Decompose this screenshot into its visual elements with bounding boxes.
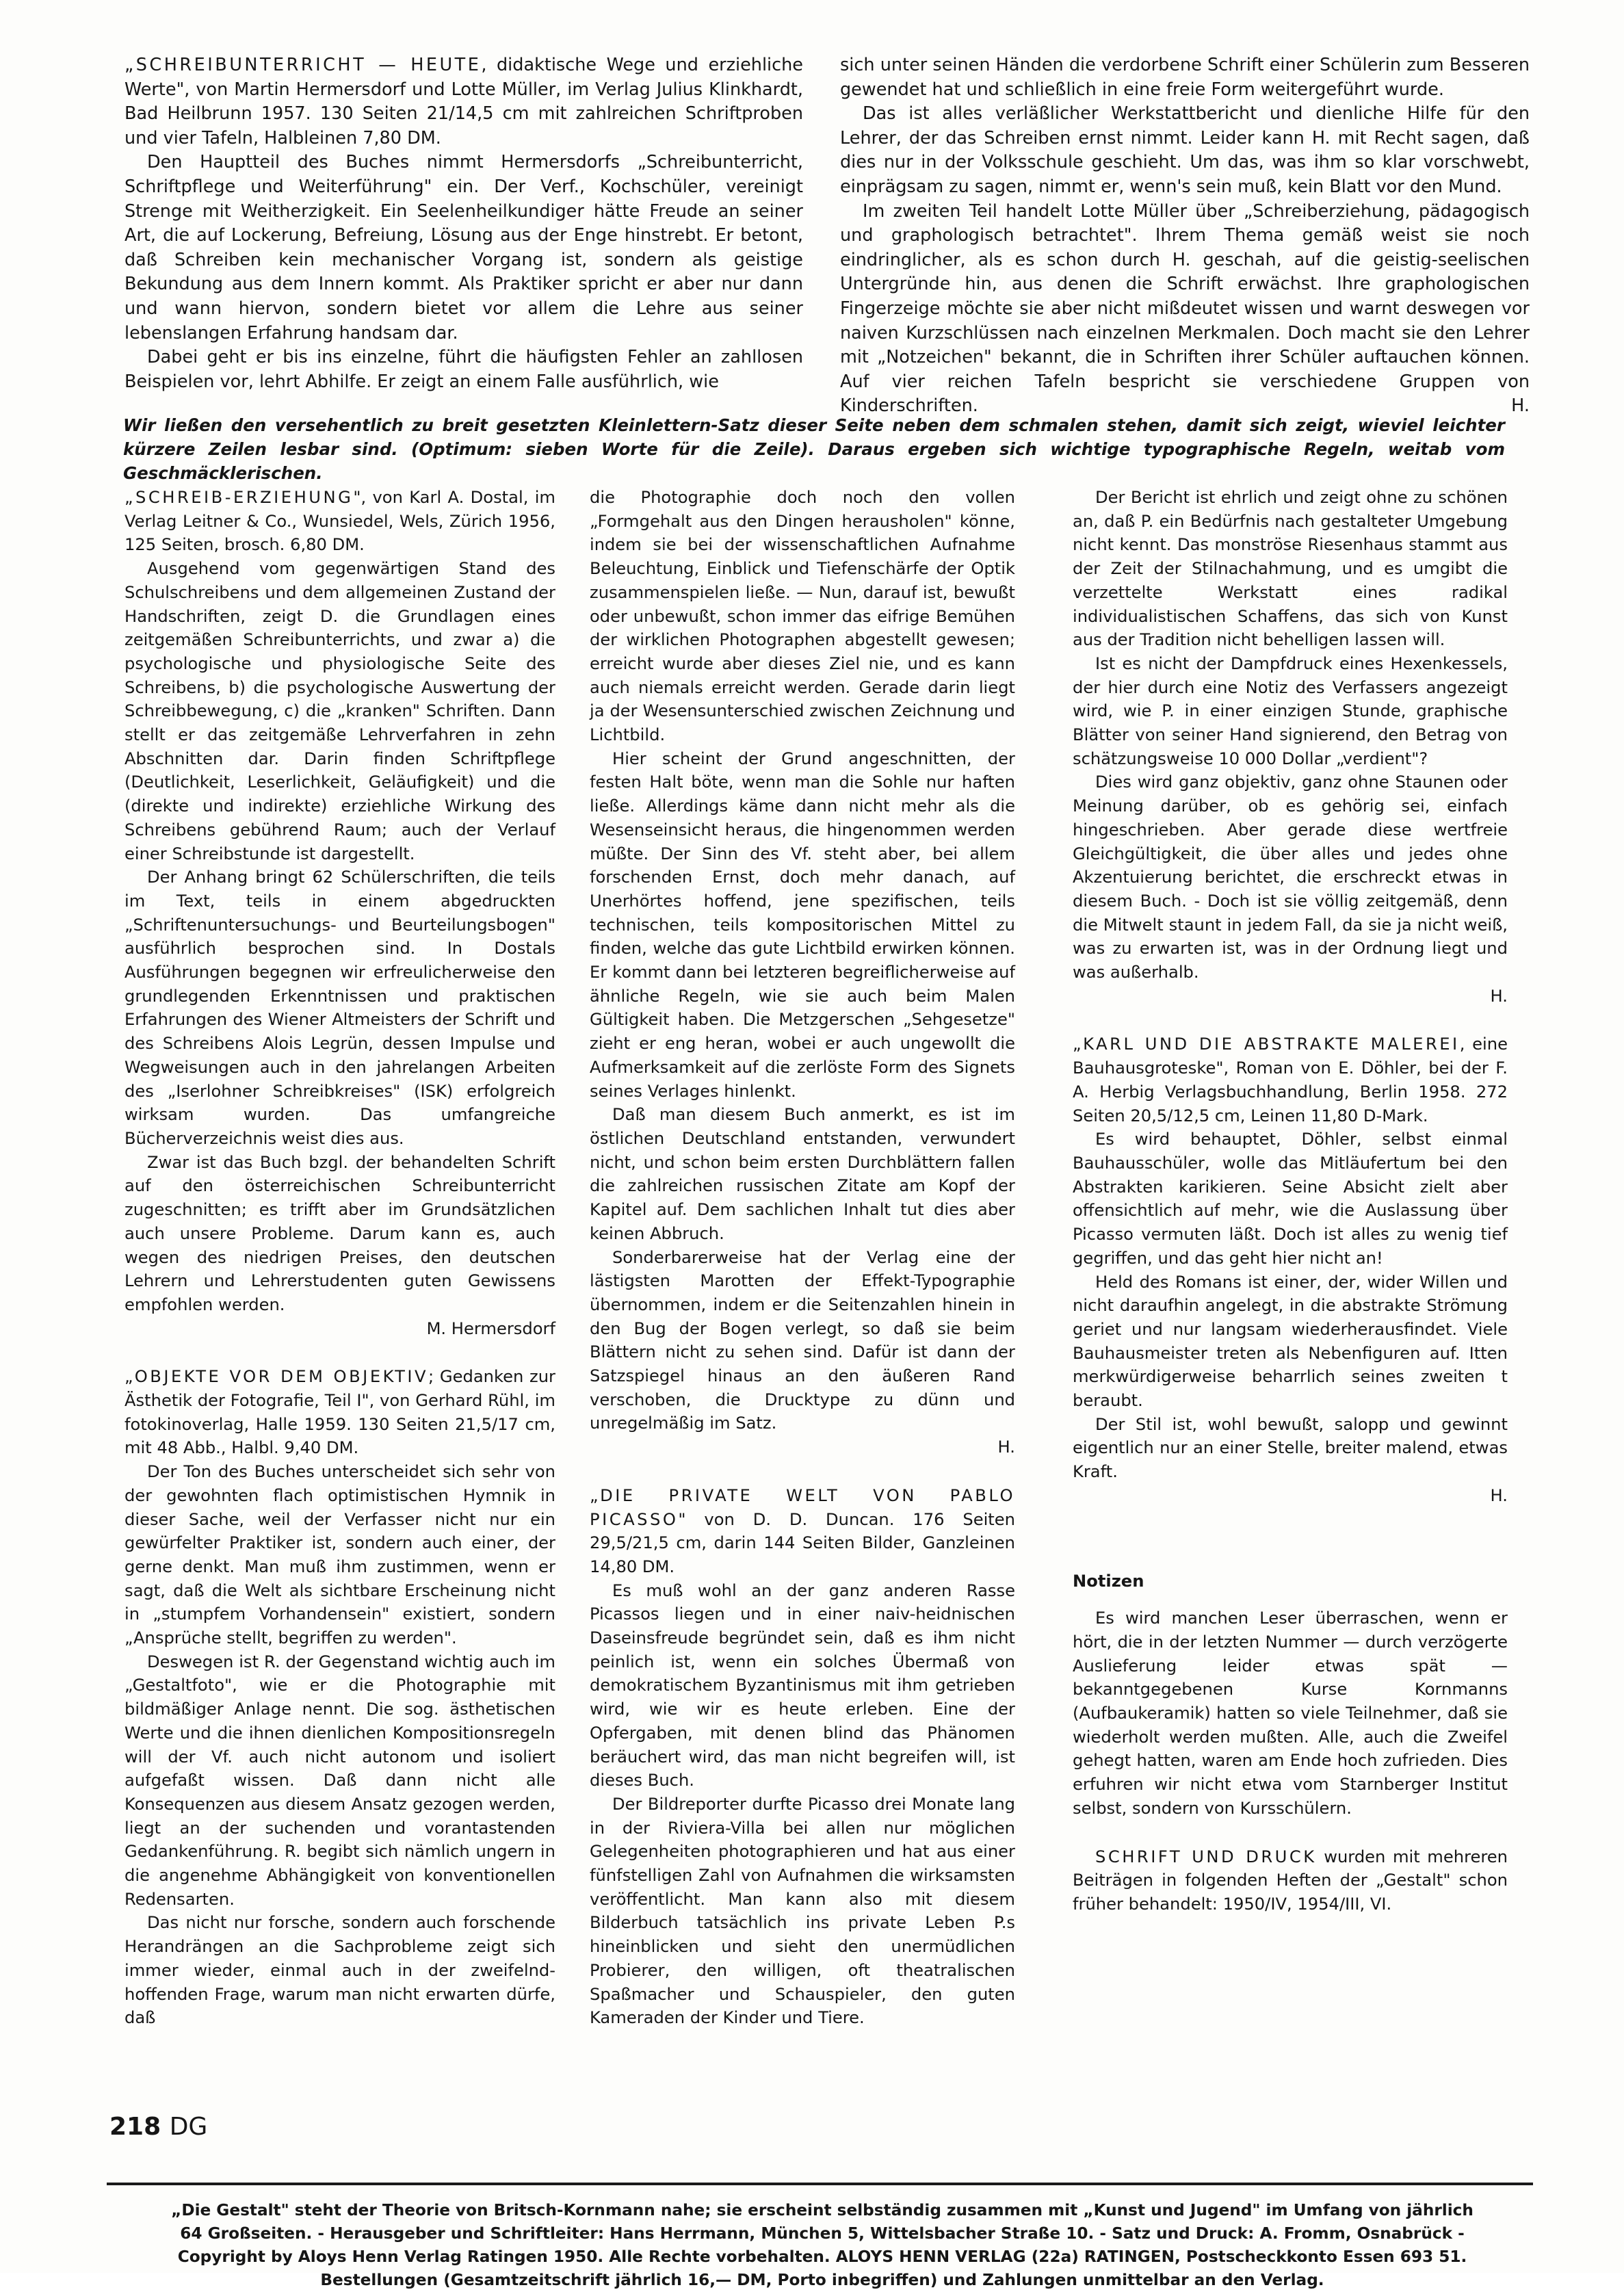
spacer	[125, 1340, 555, 1365]
spacer	[1073, 1008, 1508, 1032]
paragraph: Das nicht nur forsche, sondern auch forschende Herandrängen an die Sachprobleme zeigt sich immer wieder, einmal auch in der zweifelnd-hoffenden Frage, warum man nicht erwarten dürfe, daß	[125, 1913, 555, 2028]
journal-abbreviation: DG	[169, 2113, 208, 2141]
paragraph: Daß man diesem Buch anmerkt, es ist im östlichen Deutschland entstanden, verwundert nicht, und schon beim ersten Durchblättern fallen die zahlreichen russischen Zitate am Kopf der Kapitel auf. Dem sachlichen Inhalt tut dies aber keinen Abbruch.	[590, 1105, 1015, 1243]
spacer	[590, 1459, 1015, 1484]
paragraph	[840, 200, 1530, 419]
notice-text: wurden mit mehreren Beiträgen in folgenden Heften der „Gestalt" schon früher behandelt: 1950/IV, 1954/III, VI.	[1073, 1847, 1508, 1914]
signature: M. Hermersdorf	[426, 1318, 555, 1338]
review-schreib-erziehung-header	[125, 486, 555, 557]
paragraph: Es muß wohl an der ganz anderen Rasse Picassos liegen und in einer naiv-heidnischen Daseinsfreude begründet sein, daß es ihm nicht peinlich ist, wenn ein solches Übermaß von demokratischem Byzantinismus mit ihm getrieben wird, wie wir es heute erleben. Eine der Opfergaben, mit denen blind das Phänomen beräuchert wird, das man nicht begreifen will, ist dieses Buch.	[590, 1580, 1015, 1790]
review-title: „SCHREIBUNTERRICHT — HEUTE	[125, 55, 482, 75]
footer-rule	[107, 2183, 1533, 2185]
review-bibliographic: ; Gedanken zur Ästhetik der Fotografie, Teil I", von Gerhard Rühl, im fotokinoverlag, Halle 1959. 130 Seiten 21,5/17 cm, mit 48 Abb., Halbl. 9,40 DM.	[125, 1367, 555, 1458]
paragraph: Ausgehend vom gegenwärtigen Stand des Schulschreibens und dem allgemeinen Zustand der Handschriften, zeigt D. die Grundlagen eines zeitgemäßen Schreibunterrichts, und zwar a) die psychologische und physiologische Seite des Schreibens, b) die psychologische Auswertung der Schreibbewegung, c) die „kranken" Schriften. Dann stellt er das zeitgemäße Lehrverfahren in zehn Abschnitten dar. Darin finden Schriftpflege (Deutlichkeit, Leserlichkeit, Geläufigkeit) und die (direkte und indirekte) erziehliche Wirkung des Schreibens gebührend Raum; auch der Verlauf einer Schreibstunde ist dargestellt.	[125, 559, 555, 863]
column-1	[125, 486, 555, 2030]
paragraph: Den Hauptteil des Buches nimmt Hermersdorfs „Schreibunterricht, Schriftpflege und Weiterführung" ein. Der Verf., Kochschüler, vereinigt Strenge mit Weitherzigkeit. Ein Seelenheilkundiger hätte Freude an seiner Art, die auf Lockerung, Befreiung, Lösung aus der Enge hinstrebt. Er betont, daß Schreiben kein mechanischer Vorgang ist, sondern als geistige Bekundung aus dem Innern kommt. Als Praktiker spricht er aber nur dann und wann hiervon, sondern bietet vor allem die Lehre aus seiner lebenslangen Erfahrung handsam dar.	[125, 152, 803, 343]
review-title: „DIE PRIVATE WELT VON PABLO PICASSO	[590, 1485, 1015, 1529]
imprint-line: „Die Gestalt" steht der Theorie von Britsch-Kornmann nahe; sie erscheint selbständig zusammen mit „Kunst und Jugend" im Umfang von jährlich	[171, 2201, 1474, 2219]
review-bibliographic: " von D. D. Duncan. 176 Seiten 29,5/21,5 cm, darin 144 Seiten Bilder, Ganzleinen 14,80 DM.	[590, 1509, 1015, 1576]
page-number-value: 218	[109, 2113, 161, 2141]
paragraph: Ist es nicht der Dampfdruck eines Hexenkessels, der hier durch eine Notiz des Verfassers angezeigt wird, wie P. in einer einzigen Stunde, graphische Blätter von seiner Hand signierend, den Betrag von schätzungsweise 10 000 Dollar „verdient"?	[1073, 653, 1508, 768]
paragraph: die Photographie doch noch den vollen „Formgehalt aus den Dingen herausholen" könne, indem sie bei der wissenschaftlichen Aufnahme Beleuchtung, Einblick und Tiefenschärfe der Optik zusammenspielen ließe. — Nun, darauf ist, bewußt oder unbewußt, schon immer das eifrige Bemühen der wirklichen Photographen abgestellt gewesen; erreicht wurde aber dieses Ziel nie, und es kann auch niemals erreicht werden. Gerade darin liegt ja der Wesensunterschied zwischen Zeichnung und Lichtbild.	[590, 488, 1015, 745]
paragraph: Zwar ist das Buch bzgl. der behandelten Schrift auf den österreichischen Schreibunterricht zugeschnitten; es trifft aber im Grundsätzlichen auch unsere Probleme. Darum kann es, auch wegen des niedrigen Preises, den deutschen Lehrern und Lehrerstudenten guten Gewissens empfohlen werden.	[125, 1152, 555, 1314]
review-bibliographic: ", von Karl A. Dostal, im Verlag Leitner & Co., Wunsiedel, Wels, Zürich 1956, 125 Seiten, brosch. 6,80 DM.	[125, 488, 555, 555]
review-title: „KARL UND DIE ABSTRAKTE MALEREI	[1073, 1034, 1460, 1054]
paragraph: Sonderbarerweise hat der Verlag eine der lästigsten Marotten der Effekt-Typographie übernommen, indem er die Seitenzahlen hinein in den Bug der Bogen verlegt, so daß sie beim Blättern nicht zu sehen sind. Dafür ist dann der Satzspiegel hinaus an den äußeren Rand verschoben, die Drucktype zu dünn und unregelmäßig im Satz.	[590, 1247, 1015, 1433]
paragraph: sich unter seinen Händen die verdorbene Schrift einer Schülerin zum Besseren gewendet hat und schließlich in eine freie Form weitergeführt wurde.	[840, 55, 1530, 100]
column-3	[1073, 486, 1508, 1916]
imprint-footer	[145, 2199, 1499, 2292]
top-left-column	[125, 53, 803, 394]
paragraph: Der Anhang bringt 62 Schülerschriften, die teils im Text, teils in einem abgedruckten „Schriftenuntersuchungs- und Beurteilungsbogen" ausführlich besprochen sind. In Dostals Ausführungen begegnen wir erfreulicherweise den grundlegenden Erkenntnissen und praktischen Erfahrungen des Wiener Altmeisters der Schrift und des Schreibens Alois Legrün, dessen Impulse und Wegweisungen auch in den jahrelangen Arbeiten des „Iserlohner Schreibkreises" (ISK) erfolgreich wirksam wurden. Das umfangreiche Bücherverzeichnis weist dies aus.	[125, 868, 555, 1148]
spacer	[1073, 1508, 1508, 1570]
signature: H.	[997, 1437, 1015, 1457]
signature: H.	[1490, 986, 1508, 1006]
paragraph-text: Im zweiten Teil handelt Lotte Müller über „Schreiberziehung, pädagogisch und graphologisch betrachtet". Ihrem Thema gemäß weist sie noch eindringlicher, als es schon durch H. geschah, auf die geistig-seelischen Untergründe hin, aus denen die Schrift erwächst. Ihre graphologischen Fingerzeige möchte sie aber nicht mißdeutet wissen und warnt deswegen vor naiven Kurzschlüssen nach einzelnen Merkmalen. Doch macht sie den Lehrer mit „Notzeichen" bekannt, die in Schriften ihrer Schüler auftauchen können. Auf vier reichen Tafeln bespricht sie verschiedene Gruppen von Kinderschriften.	[840, 200, 1530, 417]
review-picasso-header	[590, 1484, 1015, 1579]
top-right-column	[840, 53, 1530, 419]
review-bibliographic: , didaktische Wege und erziehliche Werte", von Martin Hermersdorf und Lotte Müller, im Verlag Julius Klinkhardt, Bad Heilbrunn 1957. 130 Seiten 21/14,5 cm mit zahlreichen Schriftproben und vier Tafeln, Halbleinen 7,80 DM.	[125, 55, 803, 148]
signature: H.	[1511, 395, 1530, 417]
notizen-heading: Notizen	[1073, 1571, 1144, 1591]
review-title: „SCHREIB-ERZIEHUNG	[125, 488, 354, 507]
review-objekte-header	[125, 1365, 555, 1460]
spacer	[1073, 1821, 1508, 1845]
signature: H.	[1490, 1485, 1508, 1505]
paragraph: Dies wird ganz objektiv, ganz ohne Staunen oder Meinung darüber, ob es gehörig sei, einfach hingeschrieben. Aber gerade diese wertfreie Gleichgültigkeit, die über alles und jedes ohne Akzentuierung berichtet, die erschreckt etwas in diesem Buch. - Doch ist sie völlig zeitgemäß, denn die Mitwelt staunt in jedem Fall, da sie ja nicht weiß, was zu erwarten ist, was in der Ordnung liegt und was außerhalb.	[1073, 772, 1508, 982]
imprint-line: Copyright by Aloys Henn Verlag Ratingen 1950. Alle Rechte vorbehalten. ALOYS HENN VERLAG (22a) RATINGEN, Postscheckkonto Essen 693 51.	[177, 2248, 1467, 2266]
review-karl-header	[1073, 1032, 1508, 1128]
review-schreibunterricht-header	[125, 53, 803, 151]
paragraph: Held des Romans ist einer, der, wider Willen und nicht daraufhin angelegt, in die abstrakte Strömung geriet und nur langsam wiederherausfindet. Viele Bauhausmeister treten als Nebenfiguren auf. Itten merkwürdigerweise beharrlich seines zweiten t beraubt.	[1073, 1272, 1508, 1411]
review-title: „OBJEKTE VOR DEM OBJEKTIV	[125, 1367, 429, 1387]
paragraph: Es wird behauptet, Döhler, selbst einmal Bauhausschüler, wolle das Mitläufertum bei den Abstrakten karikieren. Seine Absicht zielt aber offensichtlich auf mehr, wie die Auslassung über Picasso vermuten läßt. Doch ist alles zu wenig tief gegriffen, und das geht hier nicht an!	[1073, 1130, 1508, 1268]
paragraph: Dabei geht er bis ins einzelne, führt die häufigsten Fehler an zahllosen Beispielen vor, lehrt Abhilfe. Er zeigt an einem Falle ausführlich, wie	[125, 347, 803, 392]
imprint-line: 64 Großseiten. - Herausgeber und Schriftleiter: Hans Herrmann, München 5, Wittelsbacher Straße 10. - Satz und Druck: A. Fromm, Osnabrück -	[180, 2224, 1465, 2243]
paragraph: Der Ton des Buches unterscheidet sich sehr von der gewohnten flach optimistischen Hymnik in dieser Sache, weil der Verfasser nicht nur ein gewürfelter Praktiker ist, sondern auch einer, der gerne denkt. Man muß ihm zustimmen, wenn er sagt, daß die Welt als sichtbare Erscheinung nicht in „stumpfem Vorhandensein" existiert, sondern „Ansprüche stellt, begriffen zu werden".	[125, 1462, 555, 1648]
paragraph: Deswegen ist R. der Gegenstand wichtig auch im „Gestaltfoto", wie er die Photographie mit bildmäßiger Anlage nennt. Die sog. ästhetischen Werte und die ihnen dienlichen Kompositionsregeln will der Vf. auch nicht autonom und isoliert aufgefaßt wissen. Daß dann nicht alle Konsequenzen aus diesem Ansatz gezogen werden, liegt an der suchenden und vorantastenden Gedankenführung. R. begibt sich nämlich ungern in die angenehme Abhängigkeit von konventionellen Redensarten.	[125, 1652, 555, 1909]
paragraph: Es wird manchen Leser überraschen, wenn er hört, die in der letzten Nummer — durch verzögerte Auslieferung leider etwas spät — bekanntgegebenen Kurse Kornmanns (Aufbaukeramik) hatten so viele Teilnehmer, daß sie wiederholt werden mußten. Alle, auch die Zweifel gehegt hatten, waren am Ende hoch zufrieden. Dies erfuhren wir nicht etwa vom Starnberger Institut selbst, sondern von Kursschülern.	[1073, 1609, 1508, 1818]
paragraph: Hier scheint der Grund angeschnitten, der festen Halt böte, wenn man die Sohle nur haften ließe. Allerdings käme dann nicht mehr als die Wesenseinsicht heraus, die hingenommen werden müßte. Der Sinn des Vf. steht aber, bei allem forschenden Ernst, doch mehr danach, auf Unerhörtes hoffend, jene spezifischen, teils technischen, teils kompositorischen Mittel zu finden, welche das gute Lichtbild erwirken können. Er kommt dann bei letzteren begreiflicherweise auf ähnliche Regeln, wie sie auch beim Malen Gültigkeit haben. Die Metzgerschen „Sehgesetze" zieht er eng heran, wobei er auch ungewollt die Aufmerksamkeit auf die zerlöste Form des Signets seines Verlages hinlenkt.	[590, 748, 1015, 1101]
paragraph: Der Bildreporter durfte Picasso drei Monate lang in der Riviera-Villa bei allen nur möglichen Gelegenheiten photographieren und hat aus einer fünfstelligen Zahl von Aufnahmen die wirksamsten veröffentlicht. Man kann also mit diesem Bilderbuch tatsächlich ins private Leben P.s hineinblicken und sieht den unermüdlichen Probierer, den willigen, oft theatralischen Spaßmacher und Schauspieler, den guten Kameraden der Kinder und Tiere.	[590, 1794, 1015, 2028]
paragraph: Der Stil ist, wohl bewußt, salopp und gewinnt eigentlich nur an einer Stelle, breiter malend, etwas Kraft.	[1073, 1414, 1508, 1482]
paragraph: Der Bericht ist ehrlich und zeigt ohne zu schönen an, daß P. ein Bedürfnis nach gestalteter Umgebung nicht kennt. Das monströse Riesenhaus stammt aus der Zeit der Stilnachahmung, und es umgibt die verzettelte Werkstatt eines radikal individualistischen Schaffens, das sich von Kunst aus der Tradition nicht behelligen lassen will.	[1073, 488, 1508, 650]
paragraph: Das ist alles verläßlicher Werkstattbericht und dienliche Hilfe für den Lehrer, der das Schreiben ernst nimmt. Leider kann H. mit Recht sagen, daß dies nur in der Volksschule geschieht. Um das, was ihm so klar vorschwebt, einprägsam zu sagen, nimmt er, wenn's sein muß, kein Blatt vor den Mund.	[840, 103, 1530, 197]
column-2	[590, 486, 1015, 2030]
page-number	[109, 2113, 207, 2141]
spacer	[1073, 1593, 1508, 1606]
imprint-line: Bestellungen (Gesamtzeitschrift jährlich 16,— DM, Porto inbegriffen) und Zahlungen unmittelbar an den Verlag.	[320, 2271, 1324, 2289]
review-bibliographic: , eine Bauhausgroteske", Roman von E. Döhler, bei der F. A. Herbig Verlagsbuchhandlung, Berlin 1958. 272 Seiten 20,5/12,5 cm, Leinen 11,80 D-Mark.	[1073, 1034, 1508, 1125]
paragraph	[1073, 1845, 1508, 1916]
editorial-note: Wir ließen den versehentlich zu breit gesetzten Kleinlettern-Satz dieser Seite neben dem schmalen stehen, damit sich zeigt, wieviel leichter kürzere Zeilen lesbar sind. (Optimum: sieben Worte für die Zeile). Daraus ergeben sich wichtige typographische Regeln, weitab vom Geschmäcklerischen.	[123, 415, 1505, 483]
notice-title: SCHRIFT UND DRUCK	[1095, 1847, 1317, 1866]
